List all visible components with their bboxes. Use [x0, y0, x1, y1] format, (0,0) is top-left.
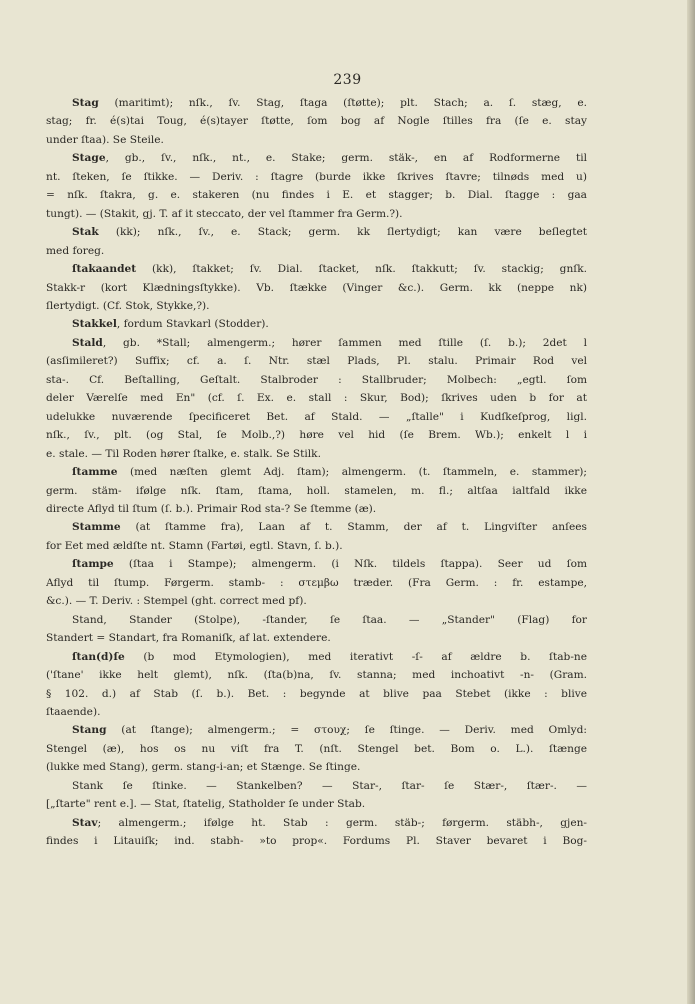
text-line	[46, 795, 587, 813]
entry-text: directe Aflyd til ſtum (ſ. b.). Primair Rod sta-? Se ſtemme (æ).	[46, 502, 377, 515]
text-line	[46, 168, 587, 186]
entry-text: , gb., ſv., nſk., nt., e. Stake; germ. stäk-, en af Rodformerne til	[105, 152, 587, 165]
entry-headword: Stakkel	[72, 318, 117, 331]
text-line	[46, 352, 587, 370]
entry-text: (kk); nſk., ſv., e. Stack; germ. kk ſlertydigt; kan være beſlegtet	[98, 226, 587, 239]
text-line	[46, 629, 587, 647]
entry-text: sta-. Cf. Beſtalling, Geſtalt. Stalbroder : Stallbruder; Molbech: „egtl. ſom	[46, 373, 587, 386]
text-line	[46, 445, 587, 463]
entry-text: (at ſtange); almengerm.; = στουχ; ſe ſtinge. — Deriv. med Omlyd:	[106, 724, 587, 737]
page-number: 239	[333, 72, 362, 88]
entry-headword: ſtakaandet	[72, 263, 137, 276]
entry-headword: ſtampe	[72, 558, 114, 571]
entry-headword: Stald	[72, 336, 103, 349]
text-line	[46, 685, 587, 703]
text-line	[46, 408, 587, 426]
text-line	[46, 112, 587, 130]
entry-text: Standert = Standart, fra Romaniſk, af lat. extendere.	[46, 632, 331, 645]
entry-text: § 102. d.) af Stab (ſ. b.). Bet. : begynde at blive paa Stebet (ikke : blive	[46, 687, 587, 700]
text-line	[46, 740, 587, 758]
text-line	[46, 537, 587, 555]
entry-text: ; almengerm.; ifølge ht. Stab : germ. stäb-; førgerm. stäbh-, gjen-	[97, 816, 587, 829]
entry-text: tungt). — (Stakit, gj. T. af it steccato, der vel ſtammer fra Germ.?).	[46, 207, 403, 220]
text-line	[46, 832, 587, 850]
entry-text: Aflyd til ſtump. Førgerm. stamb- : στεμβω træder. (Fra Germ. : fr. estampe,	[46, 576, 587, 589]
text-line	[46, 611, 587, 629]
text-line	[46, 205, 587, 223]
text-line	[46, 666, 587, 684]
entry-text: stag; fr. é(s)tai Toug, é(s)tayer ſtøtte, ſom bog af Nogle ſtilles fra (ſe e. stay	[46, 115, 587, 128]
text-line	[46, 297, 587, 315]
text-line	[46, 555, 587, 573]
text-line	[46, 482, 587, 500]
entry-text: med foreg.	[46, 244, 105, 257]
text-line	[46, 648, 587, 666]
text-line	[46, 500, 587, 518]
text-line	[46, 94, 587, 112]
dictionary-entries	[46, 94, 587, 851]
page-edge-shadow	[687, 0, 695, 1004]
entry-text: ſlertydigt. (Cf. Stok, Stykke,?).	[46, 299, 210, 312]
entry-text: nt. ſteken, ſe ſtikke. — Deriv. : ſtagre (burde ikke ſkrives ſtavre; tilnøds med u)	[46, 170, 587, 183]
text-line	[46, 260, 587, 278]
entry-text: (med næſten glemt Adj. ſtam); almengerm. (t. ſtammeln, e. stammer);	[117, 466, 587, 479]
text-line	[46, 758, 587, 776]
text-line	[46, 371, 587, 389]
entry-text: ('ſtane' ikke helt glemt), nſk. (ſta(b)na, ſv. stanna; med inchoativt -n- (Gram.	[46, 669, 587, 682]
entry-text: (b mod Etymologien), med iterativt -ſ- af ældre b. ſtab-ne	[124, 650, 587, 663]
entry-text: Stengel (æ), hos os nu viſt fra T. (nſt. Stengel bet. Bom o. L.). ſtænge	[46, 742, 587, 755]
text-line	[46, 518, 587, 536]
entry-text: ſtaaende).	[46, 705, 101, 718]
entry-text: nſk., ſv., plt. (og Stal, ſe Molb.,?) høre vel hid (ſe Brem. Wb.); enkelt l i	[46, 429, 587, 442]
entry-text: = nſk. ſtakra, g. e. stakeren (nu findes i E. et stagger; b. Dial. ſtagge : gaa	[46, 189, 587, 202]
text-line	[46, 315, 587, 333]
text-line	[46, 389, 587, 407]
text-line	[46, 131, 587, 149]
entry-text: (at ſtamme fra), Laan af t. Stamm, der af t. Lingviſter anſees	[120, 521, 587, 534]
text-line	[46, 426, 587, 444]
entry-text: (maritimt); nſk., ſv. Stag, ſtaga (ſtøtte); plt. Stach; a. ſ. stæg, e.	[98, 97, 587, 109]
entry-text: , fordum Stavkarl (Stodder).	[116, 318, 269, 331]
text-line	[46, 223, 587, 241]
entry-headword: ſtan(d)ſe	[72, 650, 125, 663]
text-line	[46, 463, 587, 481]
entry-text: , gb. *Stall; almengerm.; hører ſammen med ſtille (ſ. b.); 2det l	[102, 336, 587, 349]
entry-text: (lukke med Stang), germ. stang-i-an; et Stænge. Se ſtinge.	[46, 761, 361, 774]
entry-text: under ſtaa). Se Steile.	[46, 133, 164, 146]
text-line	[46, 149, 587, 167]
entry-headword: Stage	[72, 152, 106, 165]
text-line	[46, 703, 587, 721]
entry-headword: Stag	[72, 97, 99, 109]
entry-headword: Stang	[72, 724, 107, 737]
text-line	[46, 334, 587, 352]
entry-text: [„ſtarte" rent e.]. — Stat, ſtatelig, Statholder ſe under Stab.	[46, 798, 366, 811]
entry-text: (asſimileret?) Suffix; cf. a. ſ. Ntr. stæl Plads, Pl. stalu. Primair Rod vel	[46, 355, 587, 368]
entry-text: Stank ſe ſtinke. — Stankelben? — Star-, ſtar- ſe Stær-, ſtær-. —	[72, 779, 587, 792]
text-line	[46, 574, 587, 592]
entry-text: for Eet med ældſte nt. Stamn (Fartøi, egtl. Stavn, ſ. b.).	[46, 539, 343, 552]
entry-text: Stand, Stander (Stolpe), -ſtander, ſe ſtaa. — „Stander" (Flag) for	[72, 613, 587, 626]
text-line	[46, 592, 587, 610]
text-line	[46, 814, 587, 832]
entry-headword: Stav	[72, 816, 98, 829]
entry-headword: Stak	[72, 226, 99, 239]
entry-text: (ſtaa i Stampe); almengerm. (i Nſk. tildels ſtappa). Seer ud ſom	[113, 558, 587, 571]
entry-text: (kk), ſtakket; ſv. Dial. ſtacket, nſk. ſtakkutt; ſv. stackig; gnſk.	[136, 263, 587, 276]
entry-text: Stakk-r (kort Klædningsſtykke). Vb. ſtække (Vinger &c.). Germ. kk (neppe nk)	[46, 281, 587, 294]
entry-text: udelukke nuværende ſpecificeret Bet. af Stald. — „ſtalle" i Kudſkeſprog, ligl.	[46, 410, 587, 423]
text-line	[46, 242, 587, 260]
entry-text: e. stale. — Til Roden hører ſtalke, e. stalk. Se Stilk.	[46, 447, 321, 460]
entry-text: &c.). — T. Deriv. : Stempel (ght. correct med pf).	[46, 595, 307, 608]
entry-headword: Stamme	[72, 521, 121, 534]
entry-headword: ſtamme	[72, 466, 118, 479]
entry-text: germ. stäm- ifølge nſk. ſtam, ſtama, holl. stamelen, m. fl.; altſaa ialtfald ikke	[46, 484, 587, 497]
entry-text: findes i Litauiſk; ind. stabh- »to prop«. Fordums Pl. Staver bevaret i Bog-	[46, 835, 587, 848]
text-line	[46, 721, 587, 739]
entry-text: deler Værelſe med En" (cf. ſ. Ex. e. stall : Skur, Bod); ſkrives uden b for at	[46, 392, 587, 405]
text-line	[46, 777, 587, 795]
text-line	[46, 186, 587, 204]
text-line	[46, 279, 587, 297]
